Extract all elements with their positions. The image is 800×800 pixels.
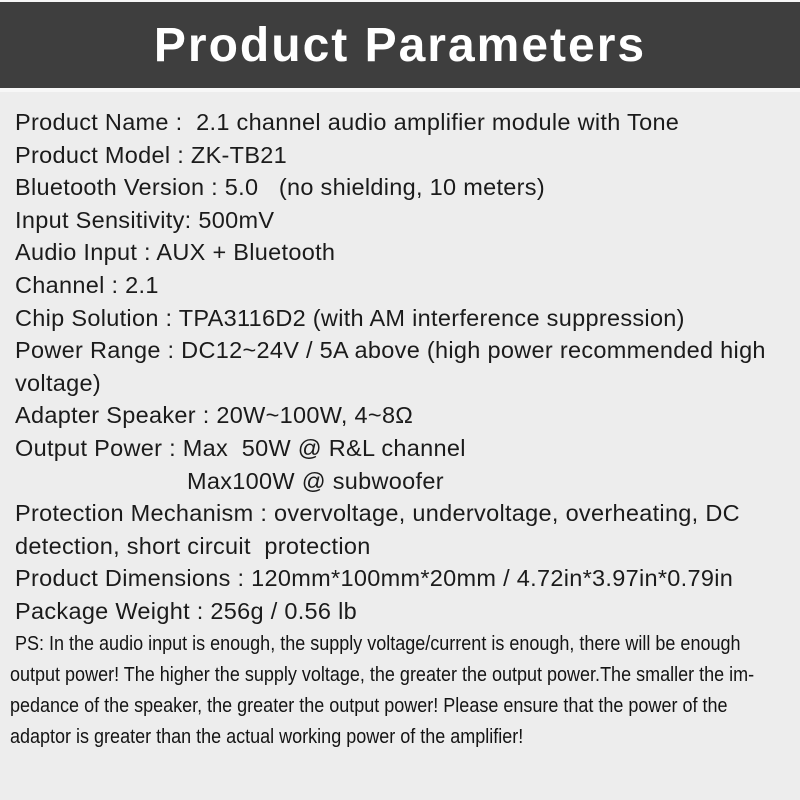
spec-line-output-power: Output Power : Max 50W @ R&L channel	[15, 434, 466, 461]
spec-line-input-sensitivity: Input Sensitivity: 500mV	[15, 206, 275, 233]
spec-line-product-dimensions: Product Dimensions : 120mm*100mm*20mm / 4.72in*3.97in*0.79in	[15, 565, 734, 592]
spec-line-protection-mechanism-wrap: detection, short circuit protection	[15, 532, 371, 559]
spec-line-protection-mechanism: Protection Mechanism : overvoltage, undervoltage, overheating, DC	[15, 500, 740, 527]
spec-line-audio-input: Audio Input : AUX + Bluetooth	[15, 239, 336, 266]
spec-line-power-range: Power Range : DC12~24V / 5A above (high power recommended high	[15, 337, 766, 364]
spec-line-power-range-wrap: voltage)	[15, 369, 102, 396]
ps-note-line: PS: In the audio input is enough, the supply voltage/current is enough, there will be enough	[10, 633, 741, 655]
ps-note-line: output power! The higher the supply voltage, the greater the output power.The smaller the im-	[10, 664, 755, 686]
ps-note-line: pedance of the speaker, the greater the output power! Please ensure that the power of the	[10, 695, 728, 717]
ps-note-line: adaptor is greater than the actual working power of the amplifier!	[10, 726, 524, 748]
spec-line-output-power-subwoofer: Max100W @ subwoofer	[187, 467, 444, 494]
spec-line-adapter-speaker: Adapter Speaker : 20W~100W, 4~8Ω	[15, 402, 414, 429]
spec-line-package-weight: Package Weight : 256g / 0.56 lb	[15, 597, 358, 624]
spec-line-bluetooth-version: Bluetooth Version : 5.0 (no shielding, 10 meters)	[15, 174, 545, 201]
page-title: Product Parameters	[153, 18, 647, 72]
spec-line-product-name: Product Name : 2.1 channel audio amplifier module with Tone	[15, 109, 680, 135]
spec-line-chip-solution: Chip Solution : TPA3116D2 (with AM interference suppression)	[15, 304, 685, 331]
spec-line-product-model: Product Model : ZK-TB21	[15, 141, 288, 168]
header-banner	[0, 2, 800, 88]
spec-line-channel: Channel : 2.1	[15, 271, 159, 298]
spec-list	[15, 106, 797, 628]
ps-note	[10, 629, 800, 753]
